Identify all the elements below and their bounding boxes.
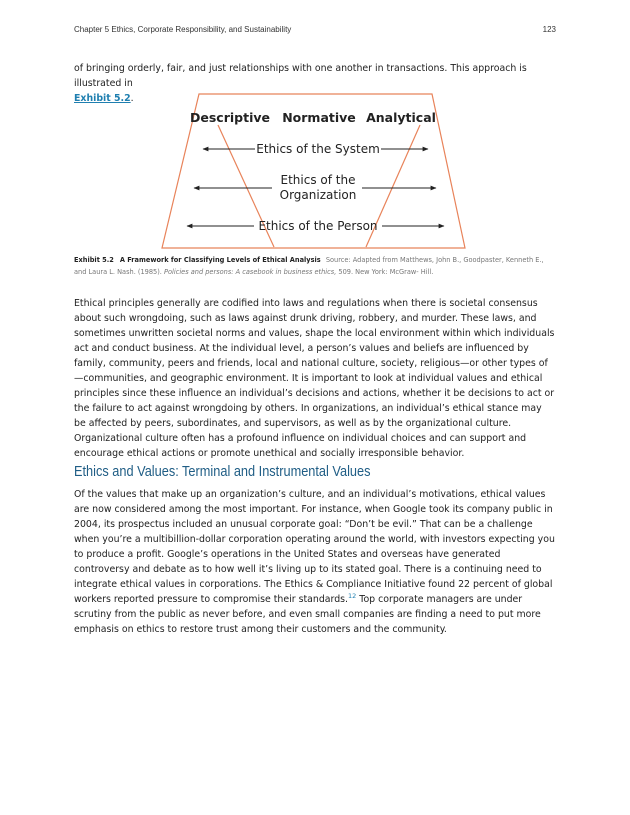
intro-text: of bringing orderly, fair, and just relationships with one another in transactions. This approach is illustrated in	[74, 63, 527, 89]
caption-source: Source: Adapted from Matthews, John B., Goodpaster, Kenneth E., and Laura L. Nash. (1985).	[74, 256, 544, 276]
column-descriptive: Descriptive	[190, 110, 270, 125]
page-number: 123	[542, 25, 556, 34]
caption-title: A Framework for Classifying Levels of Ethical Analysis	[119, 256, 321, 264]
caption-source-italic: Policies and persons: A casebook in business ethics,	[164, 268, 337, 276]
paragraph-values-text-end: Top corporate managers are under scrutiny from the public as never before, and even small companies are finding a need to put more emphasis on ethics to restore trust among their customers and the community.	[74, 594, 541, 635]
chapter-title: Chapter 5 Ethics, Corporate Responsibility, and Sustainability	[74, 25, 292, 34]
level-organization-line2: Organization	[279, 188, 357, 202]
exhibit-link[interactable]: Exhibit 5.2	[74, 93, 131, 104]
exhibit-caption	[74, 254, 556, 278]
column-normative: Normative	[282, 110, 356, 125]
level-organization-line1: Ethics of the	[280, 173, 356, 187]
paragraph-values	[74, 487, 556, 637]
footnote-ref[interactable]: 12	[348, 592, 357, 600]
level-system: Ethics of the System	[256, 142, 380, 156]
intro-end: .	[130, 93, 134, 104]
exhibit-diagram	[0, 0, 630, 260]
level-person: Ethics of the Person	[258, 219, 378, 233]
caption-source-end: 509. New York: McGraw- Hill.	[338, 268, 434, 276]
paragraph-ethical-principles: Ethical principles generally are codified into laws and regulations when there is societal consensus about such wrongdoing, such as laws against drunk driving, robbery, and murder. These laws, and sometimes unwritten societal norms and values, shape the local environment within which individuals act and conduct business. At the individual level, a person’s values and beliefs are influenced by family, community, peers and friends, local and national culture, society, religious—or other types of—communities, and geographic environment. It is important to look at individual values and ethical principles since these influence an individual’s decisions and actions, whether it be decisions to act or the failure to act against wrongdoing by others. In organizations, an individual’s ethical stance may be affected by peers, subordinates, and supervisors, as well as by the organizational culture. Organizational culture often has a profound influence on individual choices and can support and encourage ethical actions or promote unethical and socially irresponsible behavior.	[74, 298, 555, 459]
paragraph-values-text: Of the values that make up an organization’s culture, and an individual’s motivations, ethical values are now considered among the most important. For instance, when Google took its company public in 2004, its prospectus included an unusual corporate goal: “Don’t be evil.” That can be a challenge when you’re a multibillion-dollar corporation operating around the world, with investors expecting you to produce a profit. Google’s operations in the United States and overseas have generated controversy and debate as to how well it’s living up to its stated goal. There is a continuing need to integrate ethical values in corporations. The Ethics & Compliance Initiative found 22 percent of global workers reported pressure to compromise their standards.	[74, 489, 555, 605]
section-heading: Ethics and Values: Terminal and Instrumental Values	[74, 464, 371, 480]
column-analytical: Analytical	[366, 110, 436, 125]
caption-label: Exhibit 5.2	[74, 256, 114, 264]
